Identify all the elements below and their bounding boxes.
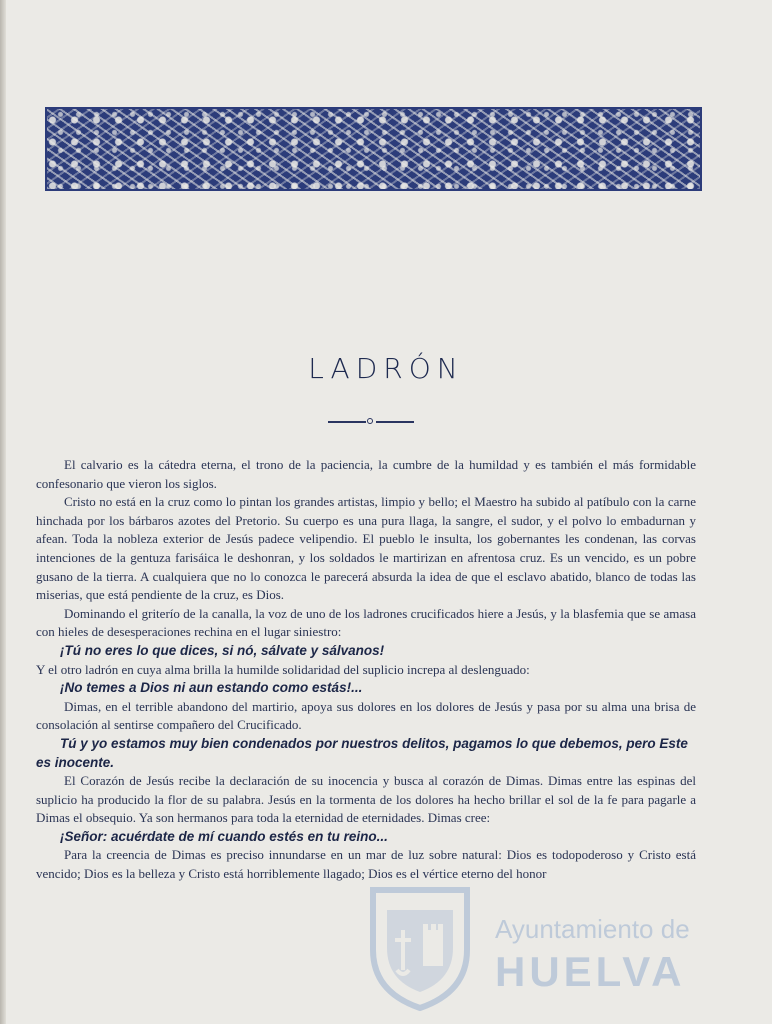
divider-dot: [367, 418, 373, 424]
paragraph: El Corazón de Jesús recibe la declaración de su inocencia y busca al corazón de Dimas. Dimas entre las espinas del suplicio ha producido la flor de su palabra. Jesús en la tormenta de los dolores ha hecho brillar el sol de la fe para pagarle a Dimas el obsequio. Ya son hermanos para toda la eternidad de eternidades. Dimas cree:: [36, 773, 696, 826]
paragraph: Cristo no está en la cruz como lo pintan los grandes artistas, limpio y bello; el Maestro ha subido al patíbulo con la carne hinchada por los bárbaros azotes del Pretorio. Su cuerpo es una pura llaga, la sangre, el sudor, y el polvo lo embadurnan y afean. Toda la nobleza exterior de Jesús padece velipendio. El pueblo le insulta, los gobernantes les condenan, las corvas intenciones de la gentuza farisáica le deshonran, y los soldados le martirizan en afrentosa cruz. Es un vencido, es un pobre gusano de la tierra. A cualquiera que no lo conozca le parecerá absurda la idea de que el esclavo abatido, blanco de todas las miserias, que está pendiente de la cruz, es Dios.: [36, 494, 696, 603]
paragraph: Y el otro ladrón en cuya alma brilla la humilde solidaridad del suplicio increpa al deslenguado:: [36, 661, 530, 677]
body-text: [36, 456, 696, 884]
paragraph: El calvario es la cátedra eterna, el trono de la paciencia, la cumbre de la humildad y es también el más formidable confesonario que vieron los siglos.: [36, 457, 696, 491]
page-edge: [0, 0, 6, 1024]
watermark-line-1: Ayuntamiento de: [495, 914, 690, 944]
page-title: LADRÓN: [308, 352, 464, 385]
quote: Tú y yo estamos muy bien condenados por nuestros delitos, pagamos lo que debemos, pero Este es inocente.: [36, 735, 688, 770]
paragraph: Dominando el griterío de la canalla, la voz de uno de los ladrones crucificados hiere a Jesús, y la blasfemia que se amasa con hieles de desesperaciones rechina en el lugar siniestro:: [36, 605, 696, 640]
divider-line-right: [376, 421, 414, 423]
quote: ¡Tú no eres lo que dices, si nó, sálvate y sálvanos!: [60, 642, 385, 658]
ornamental-banner: [45, 107, 702, 191]
paragraph: Para la creencia de Dimas es preciso innundarse en un mar de luz sobre natural: Dios es todopoderoso y Cristo está vencido; Dios es la belleza y Cristo está horriblemente llagado; Dios es el vértice eterno del honor: [36, 847, 696, 882]
paragraph: Dimas, en el terrible abandono del martirio, apoya sus dolores en los dolores de Jesús y pasa por su alma una brisa de consolación al sentirse compañero del Crucificado.: [36, 698, 696, 733]
watermark-line-2: HUELVA: [495, 948, 686, 995]
quote: ¡No temes a Dios ni aun estando como estás!...: [60, 680, 363, 696]
divider-line-left: [328, 421, 366, 423]
coat-of-arms-icon: [365, 880, 475, 1012]
quote: ¡Señor: acuérdate de mí cuando estés en tu reino...: [60, 828, 388, 844]
watermark: [365, 880, 725, 1020]
title-divider: [328, 418, 414, 426]
